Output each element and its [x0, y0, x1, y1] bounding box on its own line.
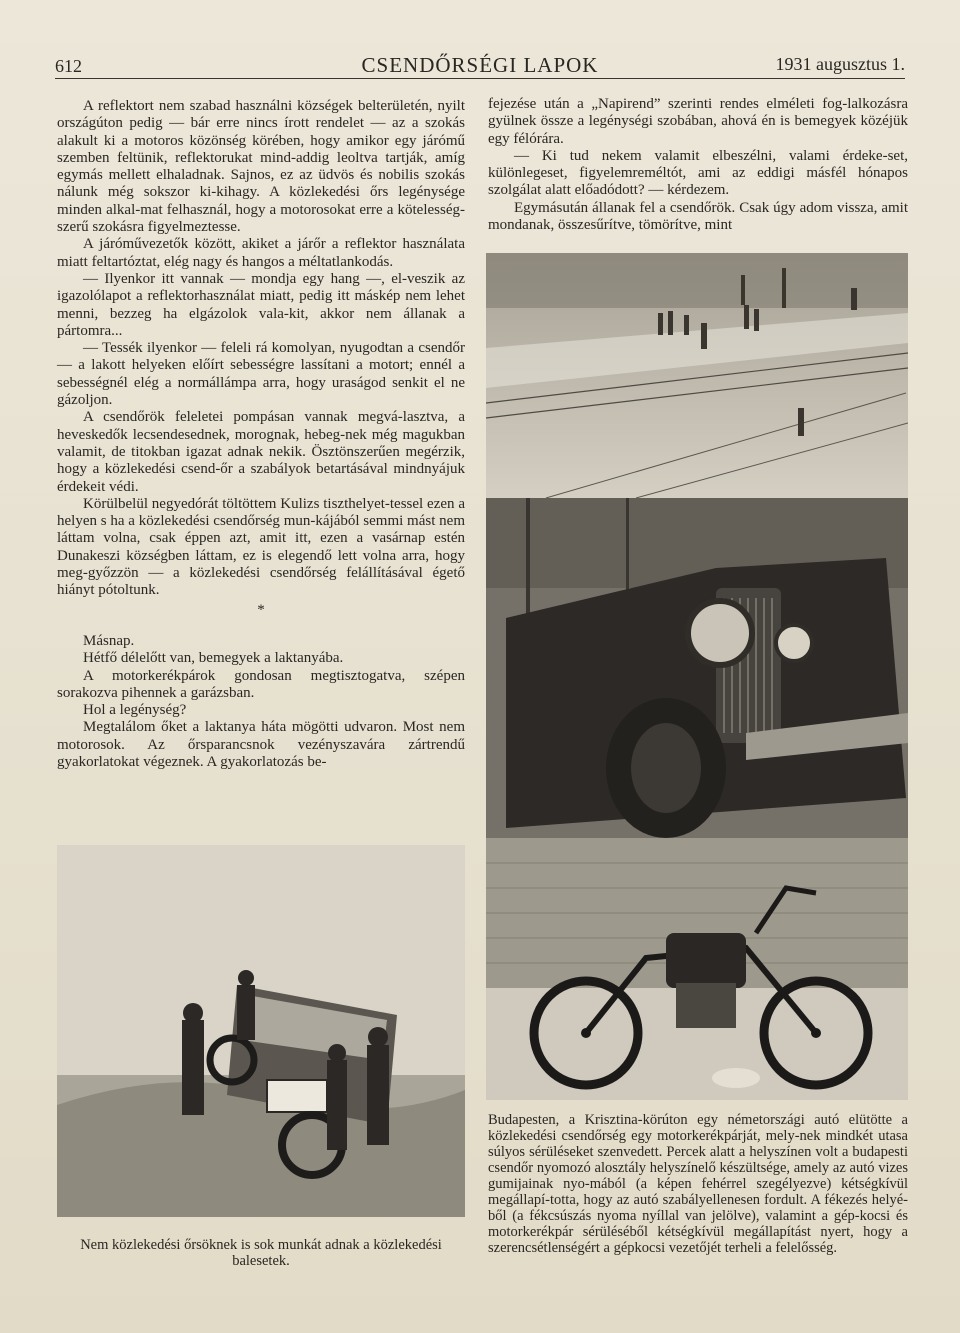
- photo-damaged-car: [486, 498, 908, 838]
- paragraph: — Ki tud nekem valamit elbeszélni, valami érdeke-set, különlegeset, figyelemreméltót, ami az eddigi másfél hónapos szolgálat alatt előadódott? — kérdezem.: [488, 147, 908, 199]
- photo-street-scene: [486, 253, 908, 498]
- paragraph: fejezése után a „Napirend” szerinti rendes elméleti fog-lalkozásra gyülnek össze a legénységi szobában, ahová én is bemegyek közéjük egy félórára.: [488, 96, 908, 147]
- paragraph: A csendőrök feleletei pompásan vannak megvá-lasztva, a heveskedők lecsendesednek, morognak, hebeg-nek még magukban valamit, de titokban igazat adnak nekik. Ösztönszerűen megérzik, hogy a közlekedési csend-őr a szabályok betartásával mindnyájuk érdekeit védi.: [57, 409, 465, 495]
- publication-title: CSENDŐRSÉGI LAPOK: [361, 53, 599, 77]
- paragraph: Hétfő délelőtt van, bemegyek a laktanyába.: [83, 650, 344, 667]
- photo-damaged-motorcycle: [486, 838, 908, 1100]
- photo-overturned-car: [57, 845, 465, 1217]
- paragraph: Egymásután állanak fel a csendőrök. Csak úgy adom vissza, amit mondanak, összesűrítve, tömörítve, mint: [488, 199, 908, 234]
- caption-right-text: Budapesten, a Krisztina-körúton egy németországi autó elütötte a közlekedési csendőrség egy motorkerékpárját, mely-nek mindkét utasa súlyos sérüléseket szenvedett. Percek alatt a helyszínen volt a budapesti csendőr nyomozó alosztály helyszínelő készültsége, amely az autó vizes gumijainak nyo-mából (a képen fehérrel szegélyezve) kétségkívül megállapí-totta, hogy az autó szabályellenesen fordult. A fékezés helyé-ből (a fékcsúszás nyoma nyíllal van jelölve), valamint a gép-kocsi és motorkerékpár sérüléséből kétségkívül megállapítást nyert, hogy a szerencsétlenségért a gépkocsi vezetőjét terheli a felelősség.: [488, 1112, 908, 1256]
- page-header: [55, 50, 905, 79]
- paragraph: Megtalálom őket a laktanya háta mögötti udvaron. Most nem motorosok. Az őrsparancsnok vezényszavára zártrendű gyakorlatokat végeznek. A gyakorlatozás be-: [57, 719, 465, 770]
- page-number: 612: [55, 56, 82, 76]
- section-separator: *: [257, 601, 265, 618]
- paragraph: Hol a legénység?: [83, 702, 187, 719]
- paragraph: — Tessék ilyenkor — feleli rá komolyan, nyugodtan a csendőr — a lakott helyeken előírt sebességre lassítani a motort; ennél a sebességnél elég a normállámpa arra, hogy uraságod senkit el ne gázoljon.: [57, 340, 465, 409]
- paragraph: A motorkerékpárok gondosan megtisztogatva, szépen sorakozva pihennek a garázsban.: [57, 667, 465, 701]
- left-column: [57, 98, 465, 771]
- paragraph: Másnap.: [83, 632, 135, 649]
- paragraph: — Ilyenkor itt vannak — mondja egy hang —, el-veszik az igazolólapot a reflektorhasználat miatt, pedig itt máskép nem lehet menni, bezzeg ha elgázolok vala-kit, akkor nem állanak a pártomra...: [57, 270, 465, 339]
- caption-right-photos: [488, 1112, 908, 1256]
- paragraph: A reflektort nem szabad használni községek belterületén, nyilt országúton pedig — bár erre nincs írott rendelet — az a szokás alakult ki a motoros közönség körében, hogy amikor egy járómű szemben feltünik, reflektorukat mind-addig leoltva tartják, amíg egymás mellett elhaladnak. Sajnos, ez az üdvös és nobilis szokás nálunk még sokszor ki-kihagy. A közlekedési őrs legénysége minden alkal-mat felhasznál, hogy a motorosokat erre a kötelesség-szerű szokásra figyelmeztesse.: [57, 98, 465, 236]
- right-column: [488, 96, 908, 234]
- paragraph: Körülbelül negyedórát töltöttem Kulizs tiszthelyet-tessel ezen a helyen s ha a közlekedési csendőrség mun-kájából semmi mást nem láttam volna, csak éppen azt, amit itt, ezen a vasárnap estén Dunakeszi községben láttam, ez is elegendő lett volna arra, hogy meg-győzzön — a közlekedési csendőrség felállításával égető hiányt pótoltunk.: [57, 495, 465, 599]
- paragraph: A járóművezetők között, akiket a járőr a reflektor használata miatt feltartóztat, elég nagy és hangos a méltatlankodás.: [57, 236, 465, 270]
- issue-date: 1931 augusztus 1.: [775, 54, 905, 74]
- caption-left-photo: Nem közlekedési őrsöknek is sok munkát adnak a közlekedési balesetek.: [80, 1237, 442, 1269]
